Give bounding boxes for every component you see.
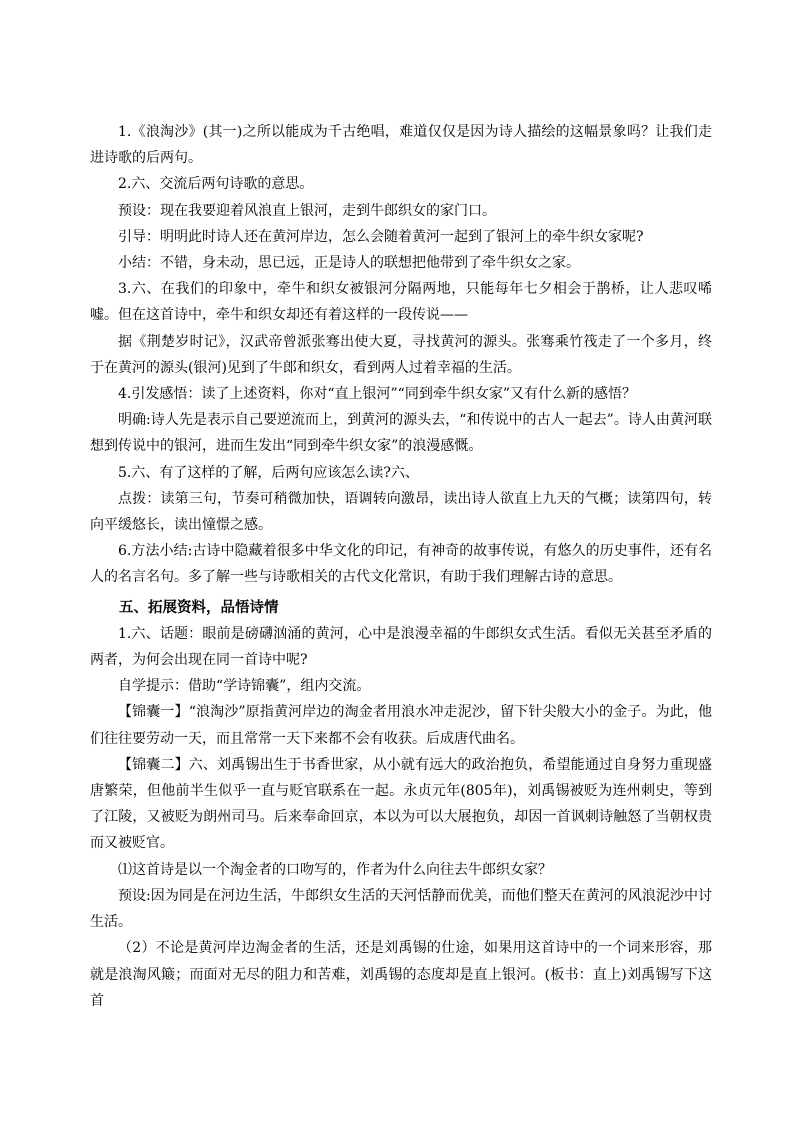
- paragraph: 据《荆楚岁时记》，汉武帝曾派张骞出使大夏，寻找黄河的源头。张骞乘竹筏走了一个多月，终于在黄河的源头(银河)见到了牛郎和织女，看到两人过着幸福的生活。: [90, 333, 712, 376]
- paragraph: 自学提示：借助“学诗锦囊”，组内交流。: [118, 678, 371, 695]
- jinnang-tag: 【锦囊一】: [118, 704, 189, 721]
- paragraph: 1.六、话题：眼前是磅礴汹涌的黄河，心中是浪漫幸福的牛郎织女式生活。看似无关甚至矛盾的两者，为何会出现在同一首诗中呢?: [90, 625, 712, 669]
- paragraph: 预设：现在我要迎着风浪直上银河，走到牛郎织女的家门口。: [118, 202, 496, 219]
- paragraph: 6.方法小结:古诗中隐藏着很多中华文化的印记，有神奇的故事传说，有悠久的历史事件，还有名人的名言名句。多了解一些与诗歌相关的古代文化常识，有助于我们理解古诗的意思。: [90, 543, 712, 586]
- paragraph: 4.引发感悟：读了上述资料，你对“直上银河”“同到牵牛织女家”又有什么新的感悟？: [118, 386, 636, 403]
- paragraph: 明确:诗人先是表示自己要逆流而上，到黄河的源头去，“和传说中的古人一起去”。诗人由黄河联想到传说中的银河，进而生发出“同到牵牛织女家”的浪漫感慨。: [90, 412, 712, 455]
- paragraph: 预设:因为同是在河边生活，牛郎织女生活的天河恬静而优美，而他们整天在黄河的风浪泥沙中讨生活。: [90, 887, 712, 931]
- section-heading: 五、拓展资料，品悟诗情: [119, 599, 279, 616]
- document-page: [90, 119, 712, 1014]
- paragraph: 小结：不错，身未动，思已远，正是诗人的联想把他带到了牵牛织女之家。: [118, 255, 580, 272]
- paragraph: 5.六、有了这样的了解，后两句应该怎么读?六、: [118, 464, 419, 481]
- jinnang-tag: 【锦囊二】: [118, 756, 189, 773]
- paragraph: （2）不论是黄河岸边淘金者的生活，还是刘禹锡的仕途，如果用这首诗中的一个词来形容，那就是浪淘风簸；而面对无尽的阻力和苦难，刘禹锡的态度却是直上银河。(板书：直上)刘禹锡写下这首: [90, 940, 712, 1009]
- paragraph: 引导：明明此时诗人还在黄河岸边，怎么会随着黄河一起到了银河上的牵牛织女家呢?: [118, 228, 644, 245]
- jinnang-two: [90, 752, 712, 857]
- jinnang-one: [90, 699, 712, 751]
- jinnang-text: 六、刘禹锡出生于书香世家，从小就有远大的政治抱负，希望能通过自身努力重现盛唐繁荣，但他前半生似乎一直与贬官联系在一起。永贞元年(805年)，刘禹锡被贬为连州刺史，等到了江陵，又被贬为朗州司马。后来奉命回京，本以为可以大展抱负，却因一首讽刺诗触怒了当朝权贵而又被贬官。: [90, 756, 713, 852]
- paragraph: 点拨：读第三句，节奏可稍微加快，语调转向激昂，读出诗人欲直上九天的气概；读第四句，转向平缓悠长，读出憧憬之感。: [90, 490, 712, 534]
- jinnang-text: “浪淘沙”原指黄河岸边的淘金者用浪水冲走泥沙，留下针尖般大小的金子。为此，他们往往要劳动一天，而且常常一天下来都不会有收获。后成唐代曲名。: [90, 704, 713, 747]
- paragraph: 1.《浪淘沙》(其一)之所以能成为千古绝唱，难道仅仅是因为诗人描绘的这幅景象吗？让我们走进诗歌的后两句。: [90, 124, 712, 167]
- paragraph: 2.六、交流后两句诗歌的意思。: [118, 176, 314, 193]
- paragraph: 3.六、在我们的印象中，牵牛和织女被银河分隔两地，只能每年七夕相会于鹊桥，让人悲叹唏嘘。但在这首诗中，牵牛和织女却还有着这样的一段传说——: [90, 281, 712, 324]
- paragraph: ⑴这首诗是以一个淘金者的口吻写的，作者为什么向往去牛郎织女家？: [118, 861, 552, 878]
